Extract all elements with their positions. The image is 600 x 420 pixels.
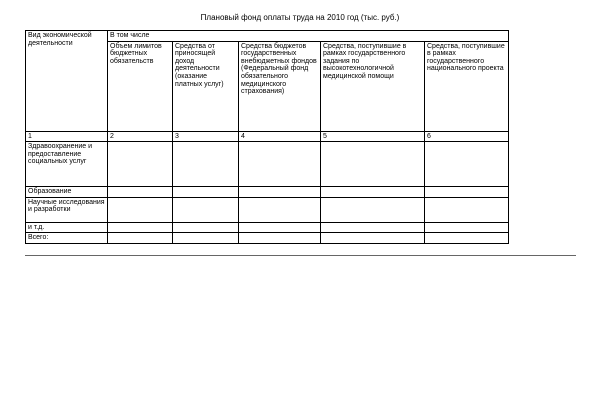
table-cell <box>425 187 509 198</box>
table-cell <box>321 142 425 187</box>
header-col-6: Средства, поступившие в рамках государственного национального проекта <box>425 41 509 131</box>
table-cell <box>173 187 239 198</box>
table-cell <box>425 142 509 187</box>
table-cell <box>173 222 239 233</box>
table-cell <box>239 233 321 244</box>
table-cell <box>108 197 173 222</box>
table-row <box>26 222 509 233</box>
table-cell <box>108 187 173 198</box>
table-cell <box>425 233 509 244</box>
column-number: 6 <box>425 131 509 142</box>
table-cell <box>108 222 173 233</box>
header-col-4: Средства бюджетов государственных внебюджетных фондов (Федеральный фонд обязательного медицинского страхования) <box>239 41 321 131</box>
header-col-3: Средства от приносящей доход деятельности (оказание платных услуг) <box>173 41 239 131</box>
header-including: В том числе <box>108 31 425 42</box>
table-row <box>26 187 509 198</box>
table-cell <box>239 197 321 222</box>
table-cell <box>108 233 173 244</box>
table-cell <box>321 187 425 198</box>
column-number: 4 <box>239 131 321 142</box>
column-number-row <box>26 131 509 142</box>
row-label: Научные исследования и разработки <box>26 197 108 222</box>
table-cell <box>321 197 425 222</box>
table-cell <box>173 142 239 187</box>
document-title: Плановый фонд оплаты труда на 2010 год (тыс. руб.) <box>200 13 400 22</box>
table-cell <box>173 197 239 222</box>
table-cell <box>173 233 239 244</box>
header-activity: Вид экономической деятельности <box>26 31 108 132</box>
table-row <box>26 197 509 222</box>
table-cell <box>108 142 173 187</box>
column-number: 5 <box>321 131 425 142</box>
table-cell <box>425 197 509 222</box>
header-col-5: Средства, поступившие в рамках государственного задания по высокотехнологичной медицинской помощи <box>321 41 425 131</box>
table-cell <box>321 222 425 233</box>
wage-fund-table <box>25 30 509 244</box>
horizontal-divider <box>25 255 576 256</box>
row-label: Здравоохранение и предоставление социальных услуг <box>26 142 108 187</box>
table-cell <box>239 187 321 198</box>
column-number: 2 <box>108 131 173 142</box>
column-number: 1 <box>26 131 108 142</box>
table-cell <box>425 222 509 233</box>
row-label: Всего: <box>26 233 108 244</box>
header-including-tail <box>425 31 509 42</box>
table-cell <box>239 222 321 233</box>
table-row <box>26 142 509 187</box>
header-row-1 <box>26 31 509 42</box>
row-label: и т.д. <box>26 222 108 233</box>
row-label: Образование <box>26 187 108 198</box>
header-col-2: Объем лимитов бюджетных обязательств <box>108 41 173 131</box>
column-number: 3 <box>173 131 239 142</box>
total-row <box>26 233 509 244</box>
table-cell <box>321 233 425 244</box>
table-cell <box>239 142 321 187</box>
